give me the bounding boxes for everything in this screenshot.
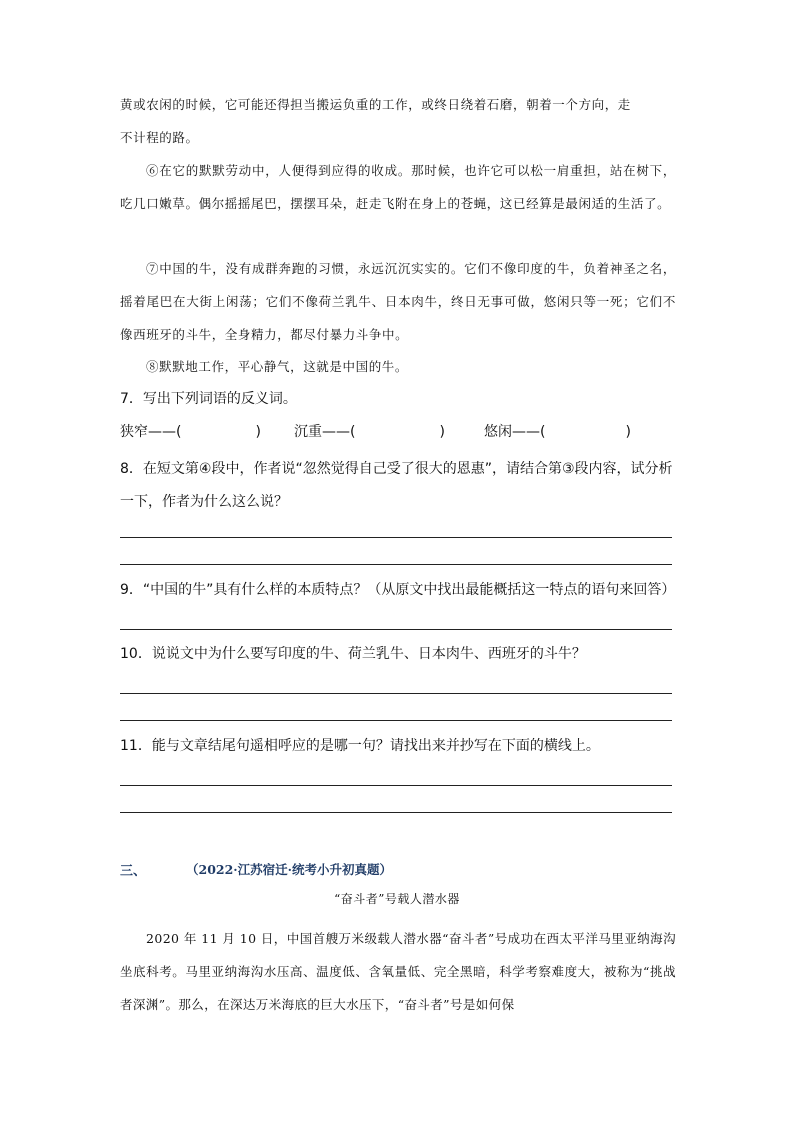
answer-line[interactable] — [120, 564, 672, 565]
antonym-close-2: ) — [439, 424, 445, 440]
antonym-leisurely — [484, 421, 631, 443]
answer-line[interactable] — [120, 693, 672, 694]
passage-cont-line2: 不计程的路。 — [120, 130, 199, 145]
question-7: 7．写出下列词语的反义词。 — [120, 391, 297, 407]
question-8: 8．在短文第④段中，作者说“忽然觉得自己受了很大的恩惠”，请结合第③段内容，试分析一下，作者为什么这么说？ — [120, 461, 673, 510]
antonym-word-leisurely: 悠闲——( — [484, 424, 546, 440]
article-intro: 2020 年 11 月 10 日，中国首艘万米级载人潜水器“奋斗者”号成功在西太平洋马里亚纳海沟坐底科考。马里亚纳海沟水压高、温度低、含氧量低、完全黑暗，科学考察难度大，被称为“挑战者深渊”。那么，在深达万米海底的巨大水压下，“奋斗者”号是如何保 — [120, 931, 676, 1012]
antonym-close-1: ) — [255, 424, 261, 440]
answer-line[interactable] — [120, 785, 672, 786]
passage-cont-line1: 黄或农闲的时候，它可能还得担当搬运负重的工作，或终日绕着石磨，朝着一个方向，走 — [120, 97, 631, 112]
antonym-close-3: ) — [625, 424, 631, 440]
answer-line[interactable] — [120, 629, 672, 630]
paragraph-7: ⑦中国的牛，没有成群奔跑的习惯，永远沉沉实实的。它们不像印度的牛，负着神圣之名，摇着尾巴在大街上闲荡；它们不像荷兰乳牛、日本肉牛，终日无事可做，悠闲只等一死；它们不像西班牙的斗牛，全身精力，都尽付暴力斗争中。 — [120, 261, 676, 342]
article-title: “奋斗者”号载人潜水器 — [334, 892, 460, 906]
question-9: 9．“中国的牛”具有什么样的本质特点？（从原文中找出最能概括这一特点的语句来回答） — [120, 582, 676, 598]
paragraph-8: ⑧默默地工作，平心静气，这就是中国的牛。 — [146, 359, 409, 374]
antonym-word-heavy: 沉重——( — [294, 424, 356, 440]
paragraph-6: ⑥在它的默默劳动中，人便得到应得的收成。那时候，也许它可以松一肩重担，站在树下，吃几口嫩草。偶尔摇摇尾巴，摆摆耳朵，赶走飞附在身上的苍蝇，这已经算是最闲适的生活了。 — [120, 163, 676, 211]
antonym-word-narrow: 狭窄——( — [120, 424, 182, 440]
passage-continuation — [120, 88, 676, 154]
section-source: （2022·江苏宿迁·统考小升初真题） — [186, 862, 392, 877]
answer-line[interactable] — [120, 537, 672, 538]
answer-line[interactable] — [120, 812, 672, 813]
section-number: 三、 — [120, 864, 147, 879]
antonym-narrow — [120, 421, 261, 443]
answer-line[interactable] — [120, 720, 672, 721]
question-11: 11．能与文章结尾句遥相呼应的是哪一句？请找出来并抄写在下面的横线上。 — [120, 738, 600, 754]
antonym-heavy — [294, 421, 445, 443]
question-10: 10．说说文中为什么要写印度的牛、荷兰乳牛、日本肉牛、西班牙的斗牛？ — [120, 646, 586, 662]
